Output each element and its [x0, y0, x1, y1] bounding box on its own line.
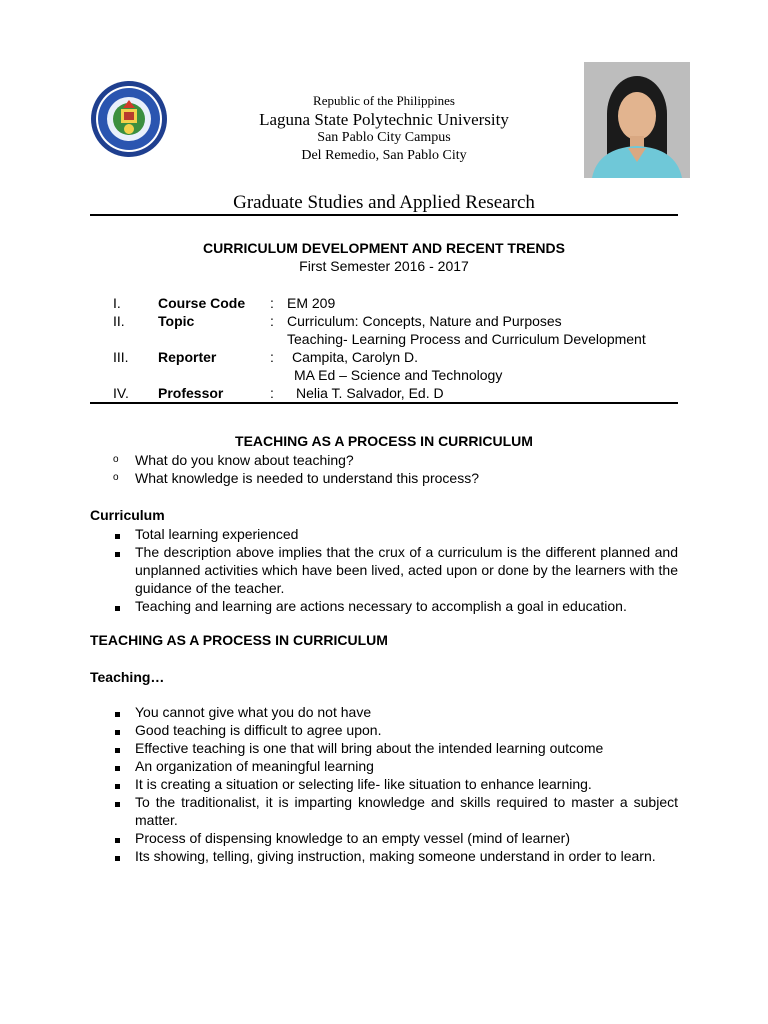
list-item [113, 703, 678, 721]
list-item-text: Process of dispensing knowledge to an empty vessel (mind of learner) [135, 830, 570, 846]
info-divider [90, 402, 678, 404]
list-item-text: To the traditionalist, it is imparting knowledge and skills required to master a subject matter. [135, 794, 678, 828]
square-bullet-icon [113, 793, 127, 811]
question-list [113, 451, 678, 487]
info-number: IV. [113, 385, 129, 401]
department-title: Graduate Studies and Applied Research [233, 192, 535, 213]
list-item [113, 847, 678, 865]
info-label: Reporter [158, 349, 217, 365]
list-item-text: Teaching and learning are actions necessary to accomplish a goal in education. [135, 598, 627, 614]
list-item-text: Its showing, telling, giving instruction, making someone understand in order to learn. [135, 848, 656, 864]
square-bullet-icon [113, 597, 127, 615]
list-item-text: Good teaching is difficult to agree upon. [135, 722, 382, 738]
info-number: II. [113, 313, 125, 329]
list-item [113, 757, 678, 775]
campus-location: Del Remedio, San Pablo City [301, 148, 467, 163]
list-item [113, 597, 678, 615]
info-colon: : [270, 295, 274, 311]
square-bullet-icon [113, 739, 127, 757]
list-item [113, 469, 678, 487]
square-bullet-icon [113, 525, 127, 543]
list-item [113, 543, 678, 597]
square-bullet-icon [113, 775, 127, 793]
list-item [113, 829, 678, 847]
university-seal-logo [90, 80, 168, 158]
info-number: III. [113, 349, 129, 365]
republic-text: Republic of the Philippines [313, 93, 455, 108]
question-text: What knowledge is needed to understand this process? [135, 470, 479, 486]
square-bullet-icon [113, 721, 127, 739]
header-divider [90, 214, 678, 216]
list-item [113, 739, 678, 757]
info-label: Professor [158, 385, 224, 401]
semester-text: First Semester 2016 - 2017 [299, 258, 469, 274]
square-bullet-icon [113, 543, 127, 561]
section-title: TEACHING AS A PROCESS IN CURRICULUM [90, 632, 388, 648]
list-item-text: You cannot give what you do not have [135, 704, 372, 720]
campus-name: San Pablo City Campus [317, 130, 451, 145]
square-bullet-icon [113, 703, 127, 721]
reporter-photo [584, 62, 690, 178]
circle-bullet-icon: o [113, 472, 119, 483]
info-colon: : [270, 385, 274, 401]
list-item-text: Total learning experienced [135, 526, 299, 542]
info-label: Topic [158, 313, 195, 329]
circle-bullet-icon: o [113, 454, 119, 465]
list-item-text: The description above implies that the crux of a curriculum is the different planned and unplanned activities which have been lived, acted upon or done by the learners with the guidance of the teacher. [135, 544, 678, 596]
info-number: I. [113, 295, 121, 311]
list-item-text: Effective teaching is one that will bring about the intended learning outcome [135, 740, 604, 756]
info-value: Campita, Carolyn D. [292, 349, 419, 365]
teaching-heading: Teaching… [90, 669, 165, 685]
square-bullet-icon [113, 847, 127, 865]
info-value: Teaching- Learning Process and Curriculum Development [287, 331, 646, 347]
info-label: Course Code [158, 295, 246, 311]
info-value: Nelia T. Salvador, Ed. D [296, 385, 444, 401]
list-item [113, 721, 678, 739]
list-item [113, 775, 678, 793]
list-item [113, 451, 678, 469]
course-title: CURRICULUM DEVELOPMENT AND RECENT TRENDS [203, 240, 565, 256]
info-value: MA Ed – Science and Technology [294, 367, 503, 383]
curriculum-list [113, 525, 678, 615]
info-value: EM 209 [287, 295, 336, 311]
university-name: Laguna State Polytechnic University [259, 110, 509, 129]
info-value: Curriculum: Concepts, Nature and Purposes [287, 313, 562, 329]
question-text: What do you know about teaching? [135, 452, 354, 468]
curriculum-heading: Curriculum [90, 507, 165, 523]
list-item [113, 525, 678, 543]
list-item-text: An organization of meaningful learning [135, 758, 374, 774]
info-colon: : [270, 313, 274, 329]
list-item-text: It is creating a situation or selecting life- like situation to enhance learning. [135, 776, 592, 792]
square-bullet-icon [113, 829, 127, 847]
section-title: TEACHING AS A PROCESS IN CURRICULUM [235, 433, 533, 449]
info-colon: : [270, 349, 274, 365]
teaching-list [113, 703, 678, 865]
list-item [113, 793, 678, 829]
square-bullet-icon [113, 757, 127, 775]
